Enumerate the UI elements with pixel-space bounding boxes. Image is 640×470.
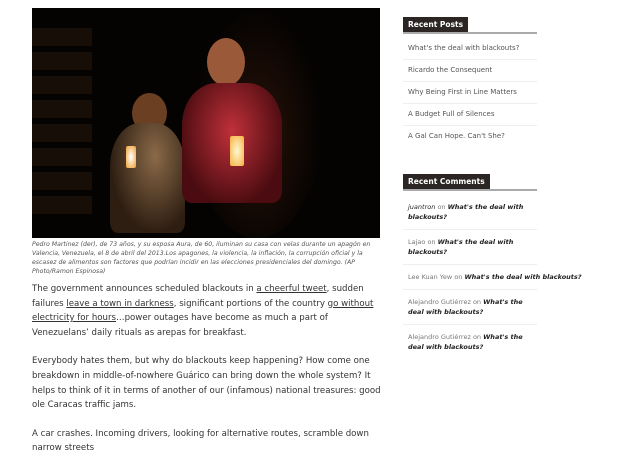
article-body	[32, 282, 384, 470]
comment-item	[403, 265, 582, 290]
recent-post-link[interactable]: Ricardo the Consequent	[403, 60, 537, 82]
comment-item	[403, 230, 537, 265]
recent-comments-title: Recent Comments	[403, 174, 490, 189]
comment-author: Lee Kuan Yew	[408, 273, 453, 281]
link-without-electricity[interactable]: go without electricity for hours	[32, 298, 374, 324]
sidebar	[403, 12, 582, 359]
article-photo	[32, 8, 380, 238]
paragraph-1	[32, 282, 384, 340]
comment-item	[403, 195, 537, 230]
link-cheerful-tweet[interactable]: a cheerful tweet	[256, 284, 327, 294]
photo-caption: Pedro Martinez (der), de 73 años, y su esposa Aura, de 60, iluminan su casa con velas durante un apagón en Valencia, Venezuela, el 8 de abril del 2013.Los apagones, la violencia, la inflación, la corrupción oficial y la escasez de alimentos son factores que podrían incidir en las elecciones presidenciales del domingo. (AP Photo/Ramon Espinosa)	[32, 241, 371, 275]
comment-item	[403, 290, 537, 325]
on-text: on	[437, 203, 446, 211]
paragraph-2: Everybody hates them, but why do blackouts keep happening? How come one breakdown in middle-of-nowhere Guárico can bring down the whole system? It helps to think of it in terms of another of our (infamous) national treasures: good ole Caracas traffic jams.	[32, 356, 381, 411]
link-leave-town-darkness[interactable]: leave a town in darkness	[66, 298, 174, 309]
comment-post-link[interactable]: What's the deal with blackouts?	[408, 333, 523, 351]
recent-post-link[interactable]: A Gal Can Hope. Can't She?	[408, 132, 505, 140]
recent-post-link[interactable]: Why Being First in Line Matters	[403, 82, 537, 104]
text: The government announces scheduled blackouts in	[32, 284, 257, 294]
on-text: on	[427, 238, 436, 246]
recent-post-link[interactable]: What's the deal with blackouts?	[403, 38, 537, 60]
recent-posts-title: Recent Posts	[403, 17, 468, 32]
text: , significant portions of the country	[173, 298, 328, 309]
comment-post-link[interactable]: What's the deal with blackouts?	[408, 238, 514, 256]
recent-comments-header	[403, 169, 537, 191]
comment-author: Lajao	[408, 238, 426, 246]
recent-posts-header	[403, 12, 537, 34]
comment-author[interactable]: juantron	[408, 203, 436, 211]
comment-post-link[interactable]: What's the deal with blackouts?	[408, 298, 523, 316]
on-text: on	[472, 333, 482, 341]
text: , sudden failures	[32, 284, 364, 309]
paragraph-3: A car crashes. Incoming drivers, looking for alternative routes, scramble down narrow streets	[32, 428, 369, 454]
comment-post-link[interactable]: What's the deal with blackouts?	[464, 273, 582, 281]
on-text: on	[454, 273, 463, 281]
recent-post-link[interactable]: A Budget Full of Silences	[403, 104, 537, 126]
comment-author: Alejandro Gutiérrez	[408, 333, 471, 341]
text: …power outages have become as much a part of Venezuelans’ daily rituals as arepas for breakfast.	[32, 313, 328, 338]
on-text: on	[472, 298, 482, 306]
comment-author: Alejandro Gutiérrez	[408, 298, 471, 306]
comment-item	[403, 325, 537, 359]
comment-post-link[interactable]: What's the deal with blackouts?	[408, 203, 524, 221]
